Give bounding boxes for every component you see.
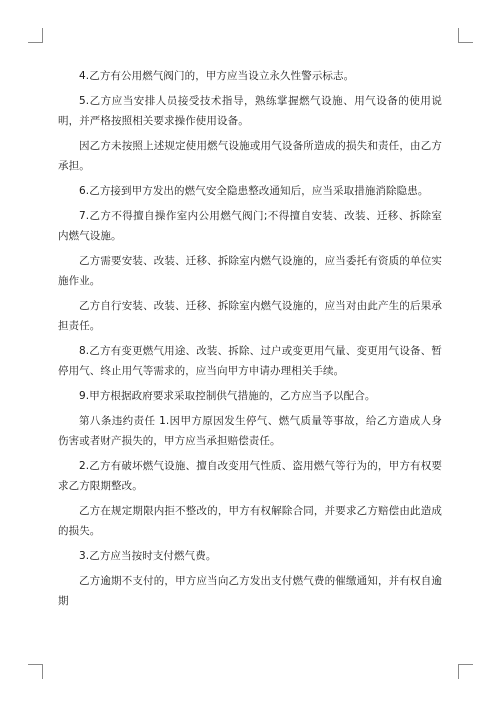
paragraph-article-8-item-2-termination: 乙方在规定期限内拒不整改的，甲方有权解除合同，并要求乙方赔偿由此造成的损失。 bbox=[58, 505, 442, 537]
paragraph-article-8-item-3: 3.乙方应当按时支付燃气费。 bbox=[79, 550, 217, 562]
paragraph-clause-5-liability: 因乙方未按照上述规定使用燃气设施或用气设备所造成的损失和责任，由乙方承担。 bbox=[58, 140, 442, 172]
paragraph-clause-7: 7.乙方不得擅自操作室内公用燃气阀门;不得擅自安装、改装、迁移、拆除室内燃气设施。 bbox=[58, 210, 442, 242]
paragraph-article-8-item-3-overdue: 乙方逾期不支付的，甲方应当向乙方发出支付燃气费的催缴通知，并有权自逾期 bbox=[58, 575, 442, 607]
crop-mark-bottom-right bbox=[458, 664, 473, 679]
paragraph-clause-7-qualified: 乙方需要安装、改装、迁移、拆除室内燃气设施的，应当委托有资质的单位实施作业。 bbox=[58, 255, 442, 287]
paragraph-clause-4: 4.乙方有公用燃气阀门的，甲方应当设立永久性警示标志。 bbox=[79, 70, 355, 82]
paragraph-clause-6: 6.乙方接到甲方发出的燃气安全隐患整改通知后，应当采取措施消除隐患。 bbox=[79, 185, 429, 197]
paragraph-clause-5: 5.乙方应当安排人员接受技术指导，熟练掌握燃气设施、用气设备的使用说明，并严格按照相关要求操作使用设备。 bbox=[58, 95, 442, 127]
paragraph-clause-9: 9.甲方根据政府要求采取控制供气措施的，乙方应当予以配合。 bbox=[79, 390, 376, 402]
paragraph-clause-7-self: 乙方自行安装、改装、迁移、拆除室内燃气设施的，应当对由此产生的后果承担责任。 bbox=[58, 300, 442, 332]
crop-mark-top-left bbox=[28, 28, 43, 43]
document-body bbox=[58, 66, 442, 616]
crop-mark-top-right bbox=[458, 28, 473, 43]
paragraph-article-8-item-1: 第八条违约责任 1.因甲方原因发生停气、燃气质量等事故，给乙方造成人身伤害或者财产损失的，甲方应当承担赔偿责任。 bbox=[58, 415, 442, 447]
crop-mark-bottom-left bbox=[28, 664, 43, 679]
paragraph-clause-8: 8.乙方有变更燃气用途、改装、拆除、过户或变更用气量、变更用气设备、暂停用气、终止用气等需求的，应当向甲方申请办理相关手续。 bbox=[58, 345, 442, 377]
paragraph-article-8-item-2: 2.乙方有破坏燃气设施、擅自改变用气性质、盗用燃气等行为的，甲方有权要求乙方限期整改。 bbox=[58, 460, 442, 492]
